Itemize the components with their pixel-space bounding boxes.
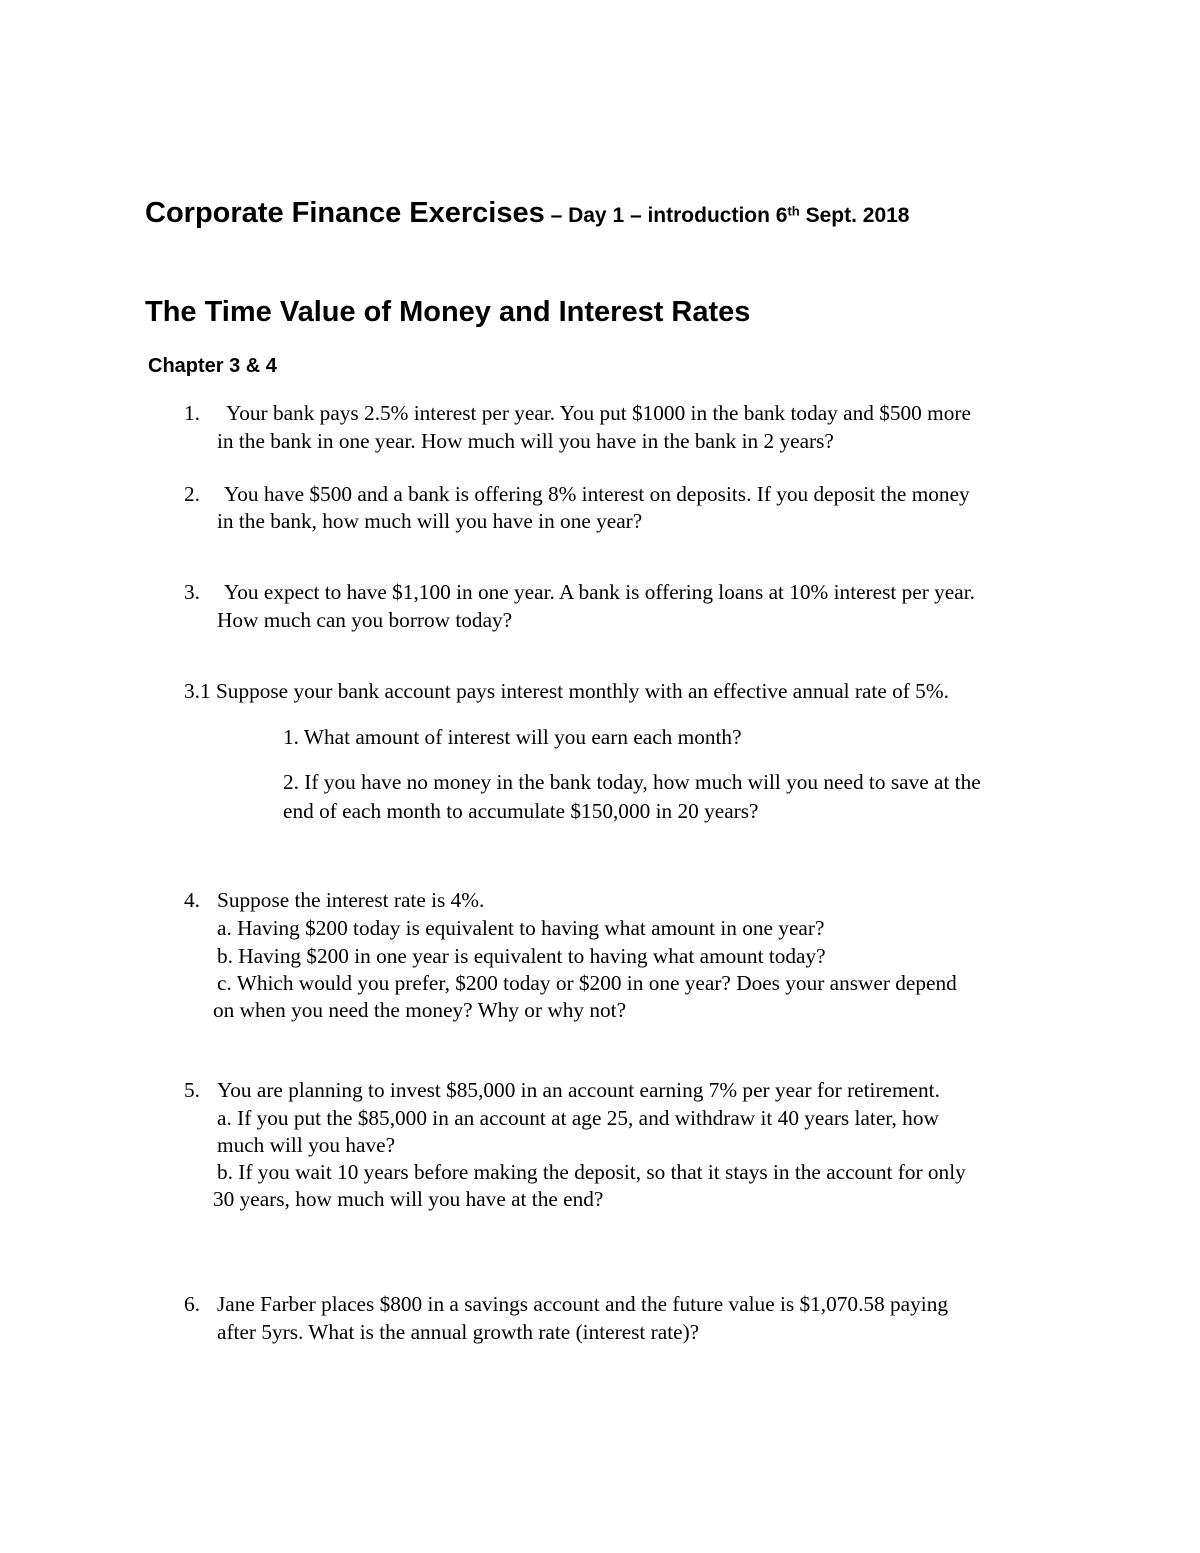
title-date: Sept. 2018 bbox=[799, 204, 910, 227]
title-rest: – Day 1 – introduction 6 bbox=[544, 204, 788, 227]
question-text: in the bank in one year. How much will you have in the bank in 2 years? bbox=[217, 429, 834, 453]
question-number: 5. bbox=[184, 1078, 200, 1102]
question-text: You have $500 and a bank is offering 8% interest on deposits. If you deposit the money bbox=[224, 482, 970, 506]
sub-question: 30 years, how much will you have at the end? bbox=[213, 1187, 604, 1211]
title-ordinal-suffix: th bbox=[787, 203, 800, 219]
document-title bbox=[145, 193, 909, 238]
question-text: Suppose the interest rate is 4%. bbox=[217, 888, 485, 912]
question-number: 4. bbox=[184, 888, 200, 912]
question-text: after 5yrs. What is the annual growth rate (interest rate)? bbox=[217, 1320, 700, 1344]
question-text: You are planning to invest $85,000 in an account earning 7% per year for retirement. bbox=[217, 1078, 940, 1102]
sub-question: a. Having $200 today is equivalent to having what amount in one year? bbox=[217, 916, 825, 940]
sub-question: end of each month to accumulate $150,000 in 20 years? bbox=[283, 799, 759, 823]
question-text: in the bank, how much will you have in one year? bbox=[217, 509, 643, 533]
document-subtitle: The Time Value of Money and Interest Rates bbox=[145, 296, 751, 328]
question-text: You expect to have $1,100 in one year. A bank is offering loans at 10% interest per year. bbox=[224, 580, 975, 604]
question-number: 1. bbox=[184, 401, 200, 425]
sub-question: b. Having $200 in one year is equivalent to having what amount today? bbox=[217, 944, 826, 968]
question-text: How much can you borrow today? bbox=[217, 608, 513, 632]
sub-question: 1. What amount of interest will you earn each month? bbox=[283, 725, 742, 749]
question-text: 3.1 Suppose your bank account pays interest monthly with an effective annual rate of 5%. bbox=[184, 679, 949, 703]
sub-question: 2. If you have no money in the bank today, how much will you need to save at the bbox=[283, 770, 981, 794]
question-text: Your bank pays 2.5% interest per year. You put $1000 in the bank today and $500 more bbox=[226, 401, 971, 425]
sub-question: on when you need the money? Why or why not? bbox=[213, 998, 627, 1022]
title-main: Corporate Finance Exercises bbox=[145, 197, 545, 229]
question-number: 6. bbox=[184, 1292, 200, 1316]
chapter-heading: Chapter 3 & 4 bbox=[148, 355, 277, 377]
sub-question: c. Which would you prefer, $200 today or $200 in one year? Does your answer depend bbox=[217, 971, 957, 995]
sub-question: much will you have? bbox=[217, 1133, 396, 1157]
question-number: 2. bbox=[184, 482, 200, 506]
sub-question: a. If you put the $85,000 in an account at age 25, and withdraw it 40 years later, how bbox=[217, 1106, 939, 1130]
question-number: 3. bbox=[184, 580, 200, 604]
sub-question: b. If you wait 10 years before making the deposit, so that it stays in the account for only bbox=[217, 1160, 966, 1184]
question-text: Jane Farber places $800 in a savings account and the future value is $1,070.58 paying bbox=[217, 1292, 948, 1316]
